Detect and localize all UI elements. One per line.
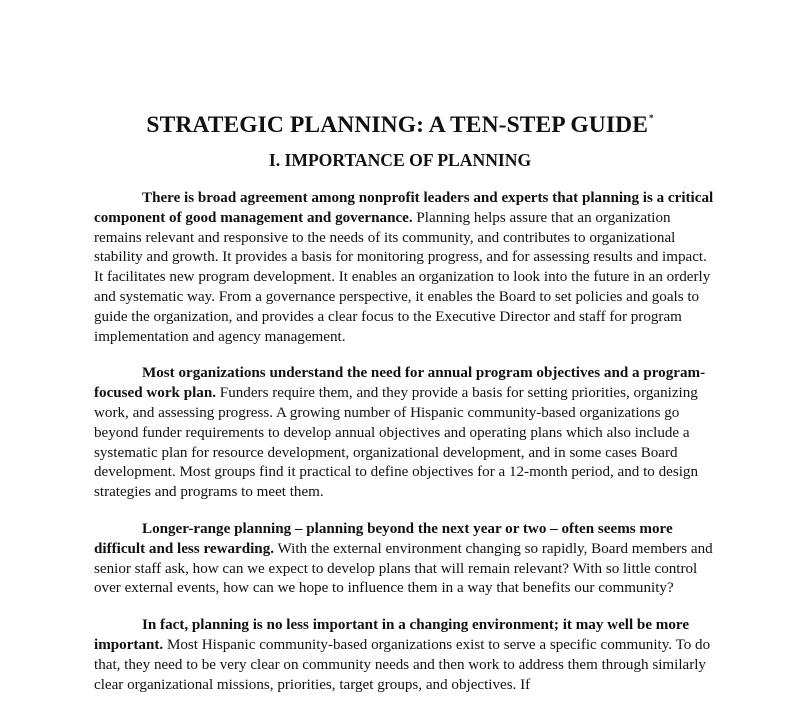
paragraph <box>94 616 716 695</box>
paragraph <box>94 520 716 599</box>
paragraph <box>94 189 716 347</box>
paragraph-lead: Most organizations understand the need for annual program objectives and a program-focused work plan. <box>94 365 706 402</box>
document-body <box>94 189 716 712</box>
paragraph-text: With the external environment changing so rapidly, Board members and senior staff ask, how can we expect to develop plans that will remain relevant? With so little control over external events, how can we hope to influence them in a way that benefits our community? <box>94 540 713 597</box>
document-title-text: STRATEGIC PLANNING: A TEN-STEP GUIDE <box>146 112 648 138</box>
paragraph-text: Funders require them, and they provide a basis for setting priorities, organizing work, and assessing progress. A growing number of Hispanic community-based organizations go beyond funder requirements to develop annual objectives and operating plans which also include a systematic plan for resource development, organizational development, and in some cases Board development. Most groups find it practical to define objectives for a 12-month period, and to design strategies and programs to meet them. <box>94 385 699 501</box>
paragraph <box>94 364 716 503</box>
paragraph-text: Most Hispanic community-based organizations exist to serve a specific community. To do that, they need to be very clear on community needs and then work to address them through similarly clear organizational missions, priorities, target groups, and objectives. If <box>94 636 711 693</box>
paragraph-text: Planning helps assure that an organization remains relevant and responsive to the needs of its community, and contributes to organizational stability and growth. It provides a basis for monitoring progress, and for assessing results and impact. It facilitates new program development. It enables an organization to look into the future in an orderly and systematic way. From a governance perspective, it enables the Board to set policies and goals to guide the organization, and provides a clear focus to the Executive Director and staff for program implementation and agency management. <box>94 209 711 345</box>
paragraph-lead: Longer-range planning – planning beyond the next year or two – often seems more difficult and less rewarding. <box>94 520 673 557</box>
paragraph-lead: In fact, planning is no less important in a changing environment; it may well be more important. <box>94 617 690 653</box>
paragraph-lead: There is broad agreement among nonprofit leaders and experts that planning is a critical component of good management and governance. <box>94 190 714 226</box>
document-title <box>0 103 800 140</box>
title-footnote-mark: * <box>648 113 654 123</box>
section-heading: I. IMPORTANCE OF PLANNING <box>268 150 532 170</box>
